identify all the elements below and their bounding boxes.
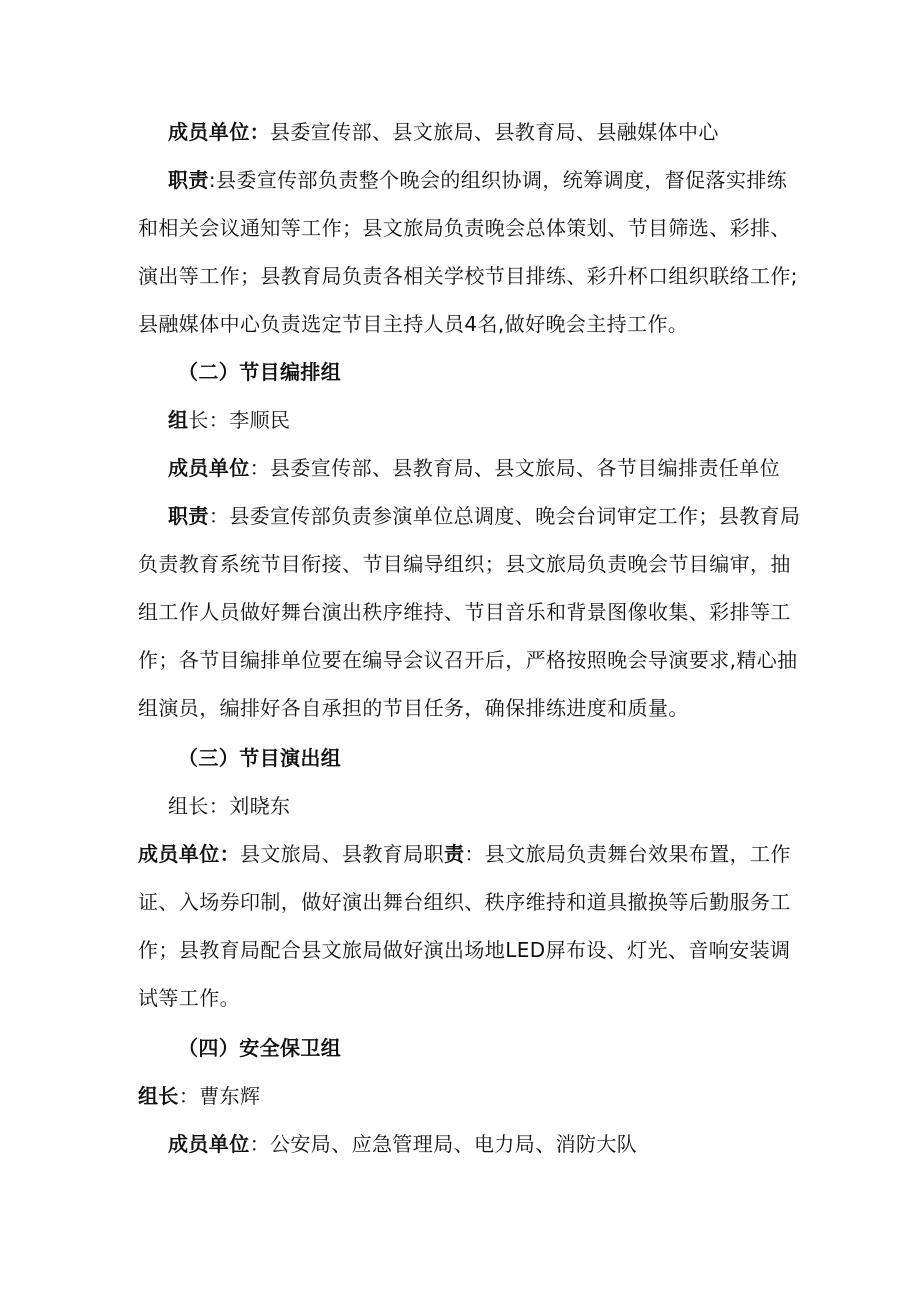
duty-text-line: 证、入场券印制，做好演出舞台组织、秩序维持和道具撤换等后勤服务工	[138, 890, 791, 914]
duty-text-line: 组工作人员做好舞台演出秩序维持、节目音乐和背景图像收集、彩排等工	[138, 600, 791, 624]
member-units-line	[168, 1130, 637, 1158]
duty-text-line: 作；县教育局配合县文旅局做好演出场地LED屏布设、灯光、音响安装调	[138, 938, 791, 962]
member-units-label: 成员单位：	[168, 120, 270, 144]
duty-text-line: 县融媒体中心负责选定节目主持人员4名,做好晚会主持工作。	[138, 312, 689, 336]
duty-text-line: 负责教育系统节目衔接、节目编导组织；县文旅局负责晚会节目编审，抽	[138, 552, 791, 576]
duty-label: 职责	[168, 504, 209, 528]
duty-text-line: 和相关会议通知等工作；县文旅局负责晚会总体策划、节目筛选、彩排、	[138, 216, 791, 240]
member-units-label: 成员单位	[168, 456, 250, 480]
duty-line	[168, 502, 800, 530]
duty-text: ：县文旅局负责舞台效果布置，工作	[464, 842, 791, 866]
leader-text: 长：李顺民	[188, 408, 291, 432]
duty-label: 职责	[168, 168, 209, 192]
leader-text: ：曹东辉	[178, 1084, 261, 1108]
section-heading: （二）节目编排组	[178, 360, 342, 384]
duty-text-line: 试等工作。	[138, 986, 240, 1010]
duty-text-line: 演出等工作；县教育局负责各相关学校节目排练、彩升杯口组织联络工作;	[138, 264, 798, 288]
section-heading: （三）节目演出组	[178, 746, 342, 770]
duty-text-line: 组演员，编排好各自承担的节目任务，确保排练进度和质量。	[138, 696, 689, 720]
member-units-line	[168, 118, 719, 146]
section-heading: （四）安全保卫组	[178, 1036, 342, 1060]
member-units-line	[168, 454, 780, 482]
member-units-label: 成员单位：	[138, 842, 240, 866]
leader-line	[168, 406, 290, 434]
duty-text-line: 作；各节目编排单位要在编导会议召开后，严格按照晚会导演要求,精心抽	[138, 648, 798, 672]
leader-label: 组长	[138, 1084, 179, 1108]
member-units-text: 县委宣传部、县文旅局、县教育局、县融媒体中心	[270, 120, 719, 144]
member-units-line	[138, 840, 791, 868]
leader-label: 组	[168, 408, 189, 432]
leader-line: 组长：刘晓东	[168, 794, 291, 818]
duty-text: ：县委宣传部负责参演单位总调度、晚会台词审定工作；县教育局	[208, 504, 801, 528]
leader-line	[138, 1082, 260, 1110]
member-units-label: 成员单位	[168, 1132, 250, 1156]
duty-line	[168, 166, 787, 194]
member-units-text: 县文旅局、县教育局职	[240, 842, 444, 866]
member-units-text: ：县委宣传部、县教育局、县文旅局、各节目编排责任单位	[249, 456, 781, 480]
duty-text: :县委宣传部负责整个晚会的组织协调，统筹调度，督促落实排练	[208, 168, 788, 192]
member-units-text: ：公安局、应急管理局、电力局、消防大队	[249, 1132, 638, 1156]
duty-label-fragment: 责	[444, 842, 465, 866]
